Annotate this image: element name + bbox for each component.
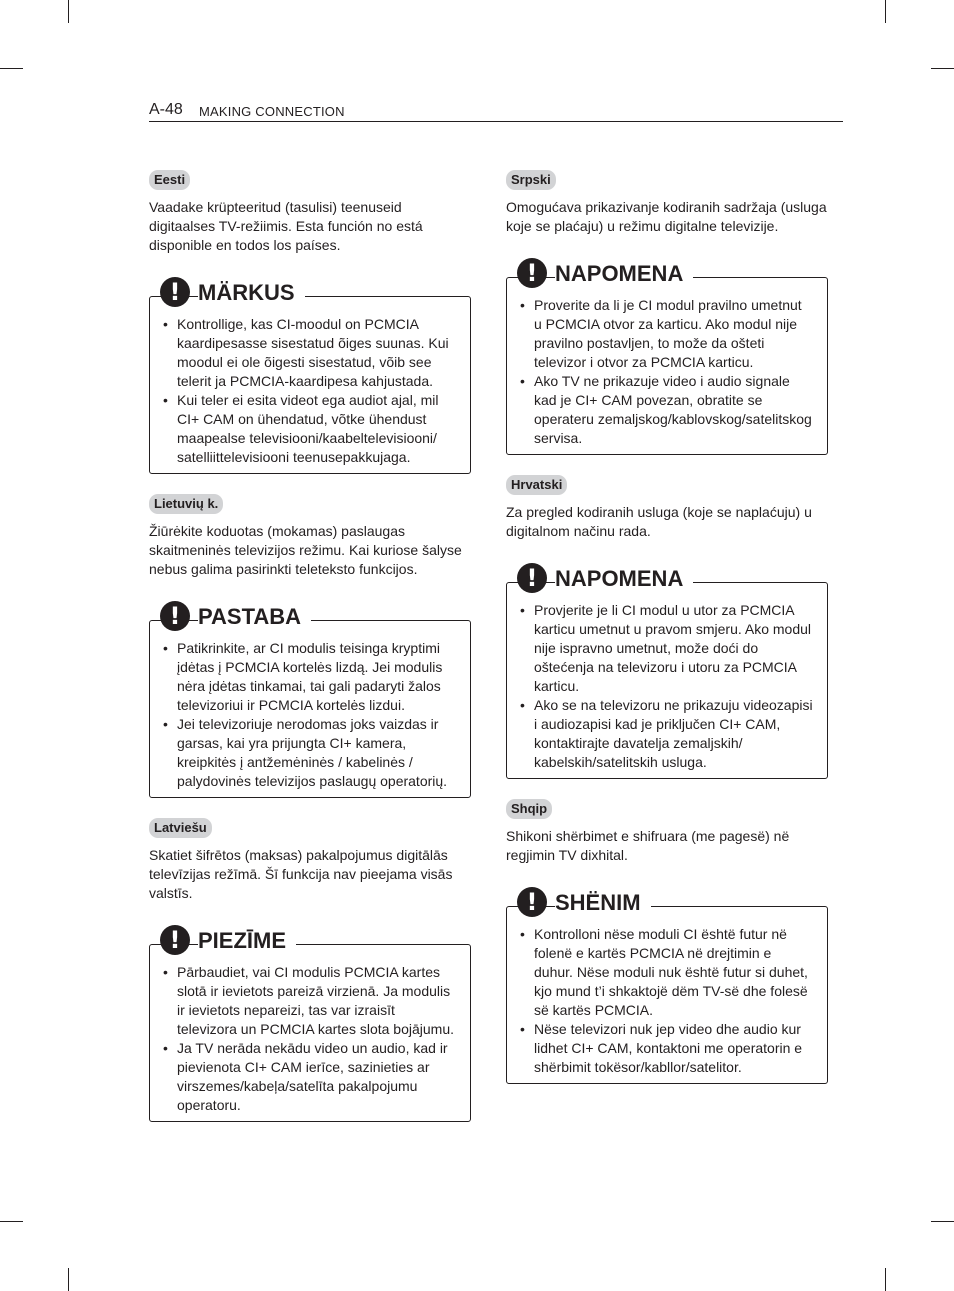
exclamation-icon: ! — [160, 601, 190, 631]
language-description: Shikoni shërbimet e shifruara (me pagesë) në regjimin TV dixhital. — [506, 828, 790, 863]
note-box — [506, 563, 828, 779]
language-description: Žiūrėkite koduotas (mokamas) paslaugas skaitmeninės televizijos režimu. Kai kuriose šalyse nebus galima pasirinkti teleteksto funkcijos. — [149, 523, 462, 577]
crop-mark — [885, 1268, 886, 1291]
language-description: Omogućava prikazivanje kodiranih sadržaja (usluga koje se plaćaju) u režimu digitalne televizije. — [506, 199, 827, 234]
note-title: NAPOMENA — [555, 565, 693, 593]
note-title: SHËNIM — [555, 889, 651, 917]
note-box — [506, 887, 828, 1084]
language-section — [506, 170, 828, 455]
note-bullet: • Provjerite je li CI modul u utor za PCMCIA karticu umetnut u pravom smjeru. Ako modul nije ispravno umetnut, može doći do oštećenja na televizoru i utoru za PCMCIA karticu. — [519, 601, 813, 696]
note-title: PIEZĪME — [198, 927, 296, 955]
note-title: PASTABA — [198, 603, 311, 631]
crop-mark — [931, 68, 954, 69]
language-badge: Lietuvių k. — [149, 494, 223, 514]
crop-mark — [68, 1268, 69, 1291]
crop-mark — [0, 68, 23, 69]
note-bullet: • Kui teler ei esita videot ega audiot ajal, mil CI+ CAM on ühendatud, võtke ühendust maapealse televisiooni/kaabeltelevisiooni/ satelliittelevisiooni teenusepakkujaga. — [162, 391, 456, 467]
note-bullet: • Patikrinkite, ar CI modulis teisinga kryptimi įdėtas į PCMCIA kortelės lizdą. Jei modulis nėra įdėtas tinkamai, tai gali padaryti žalos televizoriui ir PCMCIA kortelės lizdui. — [162, 639, 456, 715]
crop-mark — [931, 1221, 954, 1222]
crop-mark — [885, 0, 886, 23]
exclamation-icon: ! — [517, 887, 547, 917]
right-column — [506, 170, 828, 1084]
language-description: Skatiet šifrētos (maksas) pakalpojumus digitālās televīzijas režīmā. Šī funkcija nav pieejama visās valstīs. — [149, 847, 453, 901]
page-header — [149, 99, 843, 122]
note-box — [149, 925, 471, 1122]
language-badge: Srpski — [506, 170, 556, 190]
language-badge: Eesti — [149, 170, 190, 190]
note-bullet: • Proverite da li je CI modul pravilno umetnut u PCMCIA otvor za karticu. Ako modul nije pravilno postavljen, to može da ošteti televizor i otvor za PCMCIA karticu. — [519, 296, 813, 372]
section-title: MAKING CONNECTION — [199, 104, 345, 119]
note-bullet: • Kontrollige, kas CI-moodul on PCMCIA kaardipesasse sisestatud õiges suunas. Kui moodul ei ole õigesti sisestatud, võib see telerit ja PCMCIA-kaardipesa kahjustada. — [162, 315, 456, 391]
exclamation-icon: ! — [160, 277, 190, 307]
note-box — [149, 601, 471, 798]
page-number: A-48 — [149, 101, 183, 118]
language-section — [149, 818, 471, 1122]
crop-mark — [68, 0, 69, 23]
language-section — [149, 494, 471, 798]
note-bullet: • Pārbaudiet, vai CI modulis PCMCIA kartes slotā ir ievietots pareizā virzienā. Ja modulis ir ievietots nepareizi, tas var izraisīt televizora un PCMCIA kartes slota bojājumu. — [162, 963, 456, 1039]
language-section — [506, 799, 828, 1084]
note-bullet: • Nëse televizori nuk jep video dhe audio kur lidhet CI+ CAM, kontaktoni me operatorin e shërbimit tokësor/kabllor/satelitor. — [519, 1020, 813, 1077]
language-section — [149, 170, 471, 474]
note-bullet: • Ja TV nerāda nekādu video un audio, kad ir pievienota CI+ CAM ierīce, sazinieties ar virszemes/kabeļa/satelīta pakalpojumu operatoru. — [162, 1039, 456, 1115]
note-bullet: • Ako se na televizoru ne prikazuju videozapisi i audiozapisi kad je priključen CI+ CAM, kontaktirajte davatelja zemaljskih/ kabelskih/satelitskih usluga. — [519, 696, 813, 772]
left-column — [149, 170, 471, 1122]
exclamation-icon: ! — [160, 925, 190, 955]
exclamation-icon: ! — [517, 563, 547, 593]
language-description: Za pregled kodiranih usluga (koje se naplaćuju) u digitalnom načinu rada. — [506, 504, 812, 539]
language-badge: Hrvatski — [506, 475, 567, 495]
note-box — [506, 258, 828, 455]
note-box — [149, 277, 471, 474]
note-bullet: • Kontrolloni nëse moduli CI është futur në folenë e kartës PCMCIA në drejtimin e duhur. Nëse moduli nuk është futur si duhet, kjo mund t’i shkaktojë dëm TV-së dhe folesë së kartës PCMCIA. — [519, 925, 813, 1020]
language-description: Vaadake krüpteeritud (tasulisi) teenuseid digitaalses TV-režiimis. Esta función no está disponible en todos los países. — [149, 199, 423, 253]
note-title: MÄRKUS — [198, 279, 305, 307]
note-bullet: • Jei televizoriuje nerodomas joks vaizdas ir garsas, kai yra prijungta CI+ kamera, kreipkitės į antžemėninės / kabelinės / palydovinės televizijos paslaugų operatorių. — [162, 715, 456, 791]
note-bullet: • Ako TV ne prikazuje video i audio signale kad je CI+ CAM povezan, obratite se operateru zemaljskog/kablovskog/satelitskog servisa. — [519, 372, 813, 448]
note-title: NAPOMENA — [555, 260, 693, 288]
exclamation-icon: ! — [517, 258, 547, 288]
language-badge: Latviešu — [149, 818, 212, 838]
language-badge: Shqip — [506, 799, 552, 819]
crop-mark — [0, 1221, 23, 1222]
language-section — [506, 475, 828, 779]
